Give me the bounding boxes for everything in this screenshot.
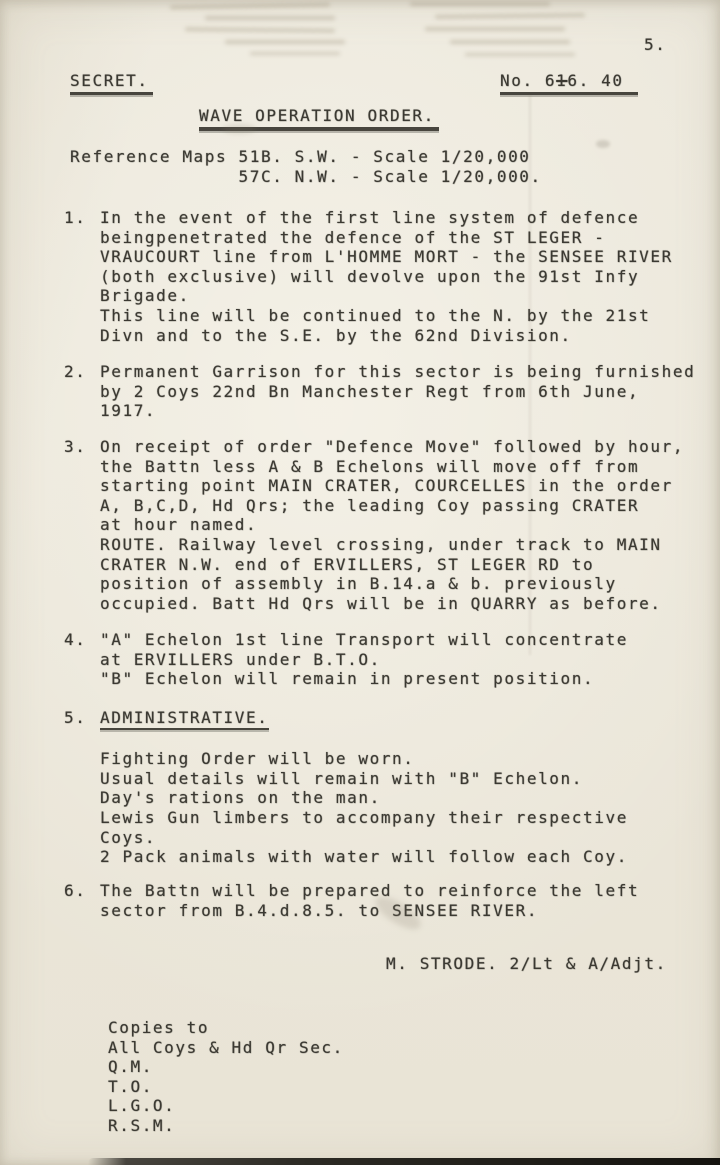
text-line: Usual details will remain with "B" Echelon. — [100, 768, 584, 788]
order-item-3 — [64, 437, 684, 613]
blank-line — [100, 730, 628, 750]
page-number: 5. — [644, 35, 667, 54]
text-line: Lewis Gun limbers to accompany their respective — [100, 807, 628, 827]
text-line: 2 Pack animals with water will follow each Coy. — [100, 847, 628, 867]
text-line: A, B,C,D, Hd Qrs; the leading Coy passing CRATER — [100, 495, 640, 515]
order-item-4 — [64, 630, 628, 689]
document-title: WAVE OPERATION ORDER. — [199, 106, 439, 131]
paper-stain — [222, 124, 256, 134]
item-number: 1. — [64, 208, 87, 227]
text-line: Permanent Garrison for this sector is being furnished — [100, 362, 696, 381]
item-body — [100, 708, 628, 867]
section-heading: ADMINISTRATIVE. — [100, 708, 269, 730]
text-line: VRAUCOURT line from L'HOMME MORT - the SENSEE RIVER — [100, 247, 673, 267]
text-line: Coys. — [100, 827, 157, 847]
doc-number-suffix: 6. 40 — [567, 71, 624, 90]
text-line: beingpenetrated the defence of the ST LEGER - — [100, 227, 606, 247]
copies-line: R.S.M. — [108, 1115, 176, 1135]
copies-line: Copies to — [108, 1018, 210, 1037]
text-line: occupied. Batt Hd Qrs will be in QUARRY as before. — [100, 593, 662, 613]
signature-line: M. STRODE. 2/Lt & A/Adjt. — [386, 954, 667, 973]
text-line: sector from B.4.d.8.5. to SENSEE RIVER. — [100, 900, 539, 920]
item-number: 5. — [64, 708, 87, 727]
text-line: ROUTE. Railway level crossing, under track to MAIN — [100, 534, 662, 554]
text-line: the Battn less A & B Echelons will move off from — [100, 456, 640, 476]
text-line: The Battn will be prepared to reinforce the left — [100, 881, 640, 900]
copies-line: T.O. — [108, 1076, 153, 1096]
item-body — [100, 881, 639, 920]
doc-number-prefix: No. 6 — [500, 71, 557, 90]
item-number: 2. — [64, 362, 87, 381]
text-line: "B" Echelon will remain in present position. — [100, 669, 595, 689]
text-line: at hour named. — [100, 515, 258, 535]
reference-line: 57C. N.W. - Scale 1/20,000. — [70, 166, 542, 186]
text-line: Divn and to the S.E. by the 62nd Division. — [100, 325, 572, 345]
text-line: Day's rations on the man. — [100, 788, 381, 808]
text-line: Brigade. — [100, 286, 190, 306]
order-item-6 — [64, 881, 639, 920]
copies-line: Q.M. — [108, 1057, 153, 1077]
paper-stain — [596, 140, 610, 148]
order-item-1 — [64, 208, 673, 345]
order-item-2 — [64, 362, 695, 421]
text-line: 1917. — [100, 401, 157, 421]
text-line: CRATER N.W. end of ERVILLERS, ST LEGER RD to — [100, 554, 595, 574]
item-body — [100, 362, 695, 421]
item-number: 6. — [64, 881, 87, 900]
text-line: "A" Echelon 1st line Transport will concentrate — [100, 630, 628, 649]
copies-line: L.G.O. — [108, 1096, 176, 1116]
item-body — [100, 630, 628, 689]
item-number: 4. — [64, 630, 87, 649]
fold-crease — [529, 95, 531, 655]
reference-line: Reference Maps 51B. S.W. - Scale 1/20,000 — [70, 147, 531, 166]
item-number: 3. — [64, 437, 87, 456]
text-line: (both exclusive) will devolve upon the 91st Infy — [100, 266, 640, 286]
classification-label: SECRET. — [70, 71, 153, 95]
text-line: In the event of the first line system of defence — [100, 208, 640, 227]
text-line: This line will be continued to the N. by the 21st — [100, 305, 651, 325]
copies-list — [108, 1018, 344, 1136]
text-line: Fighting Order will be worn. — [100, 749, 415, 769]
bottom-scan-edge — [88, 1158, 720, 1165]
copies-line: All Coys & Hd Qr Sec. — [108, 1037, 344, 1057]
text-line: at ERVILLERS under B.T.O. — [100, 649, 381, 669]
doc-number-struck-digit: 1 — [556, 71, 568, 90]
text-line: position of assembly in B.14.a & b. previously — [100, 574, 617, 594]
text-line: starting point MAIN CRATER, COURCELLES in the order — [100, 476, 673, 496]
item-body — [100, 208, 673, 345]
text-line: by 2 Coys 22nd Bn Manchester Regt from 6th June, — [100, 381, 640, 401]
item-body — [100, 437, 684, 613]
order-item-5 — [64, 708, 628, 867]
text-line: On receipt of order "Defence Move" followed by hour, — [100, 437, 685, 456]
